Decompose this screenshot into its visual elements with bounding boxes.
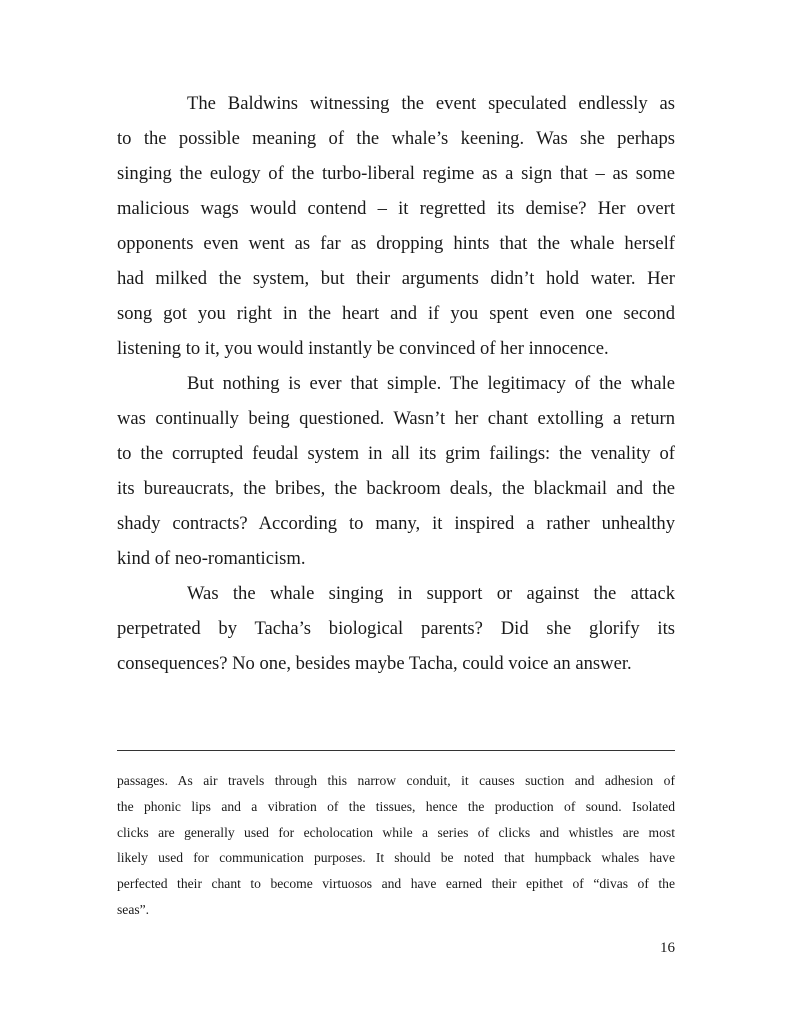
footnote-line: the phonic lips and a vibration of the tissues, hence the production of sound. Isolated xyxy=(117,798,675,814)
body-line: to the possible meaning of the whale’s keening. Was she perhaps xyxy=(117,128,675,149)
body-line: malicious wags would contend – it regretted its demise? Her overt xyxy=(117,198,675,219)
body-text xyxy=(117,86,675,681)
footnote xyxy=(117,768,675,923)
body-line: Was the whale singing in support or against the attack xyxy=(187,583,675,604)
body-line: perpetrated by Tacha’s biological parents? Did she glorify its xyxy=(117,618,675,639)
body-line: its bureaucrats, the bribes, the backroom deals, the blackmail and the xyxy=(117,478,675,499)
body-line: consequences? No one, besides maybe Tacha, could voice an answer. xyxy=(117,653,632,674)
footnote-separator xyxy=(117,750,675,751)
footnote-line: clicks are generally used for echolocation while a series of clicks and whistles are most xyxy=(117,824,675,840)
page-number: 16 xyxy=(660,940,675,956)
body-line: shady contracts? According to many, it inspired a rather unhealthy xyxy=(117,513,675,534)
footnote-line: seas”. xyxy=(117,901,150,917)
footnote-line: passages. As air travels through this narrow conduit, it causes suction and adhesion of xyxy=(117,773,675,788)
body-line: listening to it, you would instantly be convinced of her innocence. xyxy=(117,338,609,359)
footnote-line: perfected their chant to become virtuosos and have earned their epithet of “divas of the xyxy=(117,876,675,892)
body-line: was continually being questioned. Wasn’t her chant extolling a return xyxy=(117,408,675,429)
body-line: to the corrupted feudal system in all its grim failings: the venality of xyxy=(117,443,675,464)
body-line: But nothing is ever that simple. The legitimacy of the whale xyxy=(187,373,675,394)
body-line: kind of neo-romanticism. xyxy=(117,548,306,569)
body-line: had milked the system, but their arguments didn’t hold water. Her xyxy=(117,268,675,289)
body-line: song got you right in the heart and if you spent even one second xyxy=(117,303,675,324)
body-line: The Baldwins witnessing the event speculated endlessly as xyxy=(187,93,675,114)
body-line: opponents even went as far as dropping hints that the whale herself xyxy=(117,233,675,254)
footnote-line: likely used for communication purposes. It should be noted that humpback whales have xyxy=(117,850,675,866)
body-line: singing the eulogy of the turbo-liberal regime as a sign that – as some xyxy=(117,163,675,184)
